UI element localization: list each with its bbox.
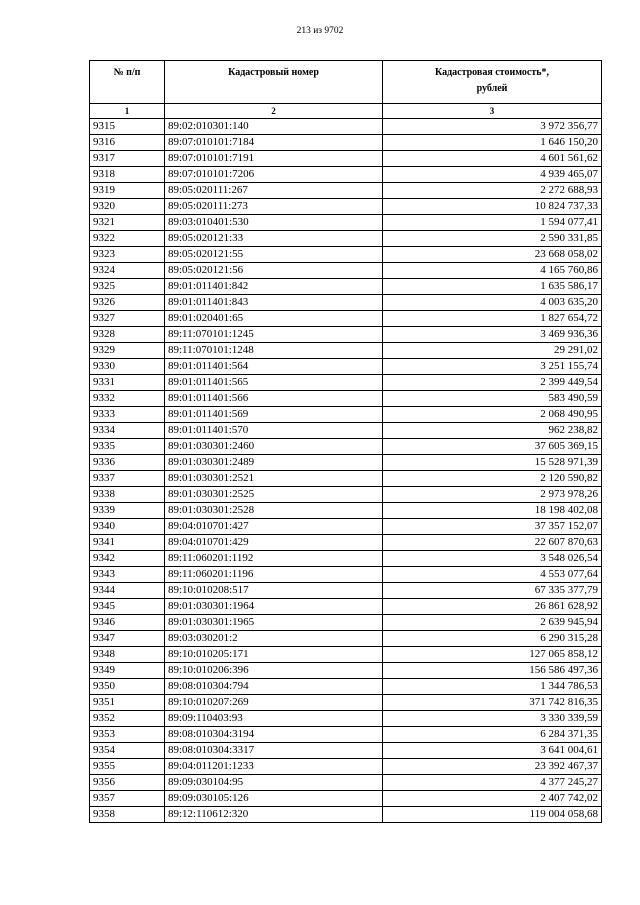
row-number: 9330: [90, 359, 165, 375]
table-row: [90, 647, 602, 663]
table-row: [90, 279, 602, 295]
table-row: [90, 263, 602, 279]
cadastral-cost: 6 290 315,28: [383, 631, 602, 647]
table-row: [90, 183, 602, 199]
cadastral-number: 89:01:011401:842: [165, 279, 383, 295]
column-number-3: 3: [383, 104, 602, 119]
table-row: [90, 391, 602, 407]
cadastral-cost: 4 601 561,62: [383, 151, 602, 167]
table-row: [90, 631, 602, 647]
row-number: 9347: [90, 631, 165, 647]
table-row: [90, 247, 602, 263]
table-row: [90, 711, 602, 727]
cadastral-number: 89:09:030105:126: [165, 791, 383, 807]
cadastral-number: 89:01:011401:843: [165, 295, 383, 311]
row-number: 9336: [90, 455, 165, 471]
row-number: 9317: [90, 151, 165, 167]
row-number: 9321: [90, 215, 165, 231]
cadastral-cost: 2 272 688,93: [383, 183, 602, 199]
header-cadastral-cost: [383, 61, 602, 104]
cadastral-cost: 3 330 339,59: [383, 711, 602, 727]
table-row: [90, 727, 602, 743]
table-row: [90, 167, 602, 183]
row-number: 9332: [90, 391, 165, 407]
cadastral-cost: 371 742 816,35: [383, 695, 602, 711]
cadastral-cost: 18 198 402,08: [383, 503, 602, 519]
table-row: [90, 791, 602, 807]
cadastral-number: 89:01:011401:564: [165, 359, 383, 375]
cadastral-cost: 2 068 490,95: [383, 407, 602, 423]
table-row: [90, 215, 602, 231]
table-row: [90, 743, 602, 759]
cadastral-number: 89:08:010304:3194: [165, 727, 383, 743]
cadastral-number: 89:02:010301:140: [165, 119, 383, 135]
cadastral-cost: 2 399 449,54: [383, 375, 602, 391]
cadastral-number: 89:01:030301:1965: [165, 615, 383, 631]
row-number: 9340: [90, 519, 165, 535]
header-cost-line2: рублей: [476, 83, 508, 94]
row-number: 9353: [90, 727, 165, 743]
table-row: [90, 503, 602, 519]
table-row: [90, 599, 602, 615]
cadastral-number: 89:12:110612:320: [165, 807, 383, 823]
cadastral-number: 89:01:011401:566: [165, 391, 383, 407]
cadastral-number: 89:10:010207:269: [165, 695, 383, 711]
row-number: 9324: [90, 263, 165, 279]
cadastral-cost: 67 335 377,79: [383, 583, 602, 599]
cadastral-cost: 1 646 150,20: [383, 135, 602, 151]
cadastral-number: 89:01:030301:2521: [165, 471, 383, 487]
table-header-row: [90, 61, 602, 104]
table-row: [90, 775, 602, 791]
cadastral-cost: 23 392 467,37: [383, 759, 602, 775]
row-number: 9337: [90, 471, 165, 487]
table-row: [90, 455, 602, 471]
table-row: [90, 407, 602, 423]
cadastral-cost: 10 824 737,33: [383, 199, 602, 215]
row-number: 9339: [90, 503, 165, 519]
row-number: 9323: [90, 247, 165, 263]
table-row: [90, 199, 602, 215]
table-row: [90, 519, 602, 535]
table-row: [90, 375, 602, 391]
row-number: 9342: [90, 551, 165, 567]
cadastral-cost: 15 528 971,39: [383, 455, 602, 471]
table-row: [90, 151, 602, 167]
cadastral-cost: 1 594 077,41: [383, 215, 602, 231]
row-number: 9358: [90, 807, 165, 823]
cadastral-cost: 3 548 026,54: [383, 551, 602, 567]
cadastral-number: 89:10:010206:396: [165, 663, 383, 679]
table-row: [90, 807, 602, 823]
cadastral-number: 89:09:030104:95: [165, 775, 383, 791]
cadastral-number: 89:05:020111:273: [165, 199, 383, 215]
row-number: 9316: [90, 135, 165, 151]
cadastral-cost: 119 004 058,68: [383, 807, 602, 823]
cadastral-cost: 6 284 371,35: [383, 727, 602, 743]
row-number: 9341: [90, 535, 165, 551]
page-counter: 213 из 9702: [296, 26, 344, 36]
cadastral-cost: 37 605 369,15: [383, 439, 602, 455]
row-number: 9328: [90, 327, 165, 343]
table-body: [90, 119, 602, 823]
cadastral-cost: 23 668 058,02: [383, 247, 602, 263]
cadastral-number: 89:07:010101:7184: [165, 135, 383, 151]
cadastral-number: 89:04:010701:427: [165, 519, 383, 535]
cadastral-cost: 4 553 077,64: [383, 567, 602, 583]
cadastral-cost: 3 641 004,61: [383, 743, 602, 759]
row-number: 9320: [90, 199, 165, 215]
row-number: 9343: [90, 567, 165, 583]
cadastral-cost: 1 827 654,72: [383, 311, 602, 327]
row-number: 9345: [90, 599, 165, 615]
row-number: 9356: [90, 775, 165, 791]
row-number: 9349: [90, 663, 165, 679]
column-number-1: 1: [90, 104, 165, 119]
cadastral-number: 89:08:010304:794: [165, 679, 383, 695]
cadastral-cost: 1 344 786,53: [383, 679, 602, 695]
row-number: 9331: [90, 375, 165, 391]
cadastral-cost: 2 639 945,94: [383, 615, 602, 631]
table-row: [90, 231, 602, 247]
cadastral-cost: 583 490,59: [383, 391, 602, 407]
row-number: 9357: [90, 791, 165, 807]
cadastral-number: 89:01:030301:2489: [165, 455, 383, 471]
table-row: [90, 295, 602, 311]
cadastral-cost: 3 972 356,77: [383, 119, 602, 135]
table-row: [90, 695, 602, 711]
row-number: 9318: [90, 167, 165, 183]
column-number-row: [90, 104, 602, 119]
table-row: [90, 311, 602, 327]
row-number: 9322: [90, 231, 165, 247]
cadastral-number: 89:01:030301:2460: [165, 439, 383, 455]
cadastral-number: 89:01:011401:570: [165, 423, 383, 439]
cadastral-number: 89:04:011201:1233: [165, 759, 383, 775]
row-number: 9333: [90, 407, 165, 423]
table-row: [90, 535, 602, 551]
table-row: [90, 359, 602, 375]
cadastral-cost: 4 939 465,07: [383, 167, 602, 183]
table-row: [90, 327, 602, 343]
cadastral-cost: 962 238,82: [383, 423, 602, 439]
row-number: 9315: [90, 119, 165, 135]
cadastral-number: 89:01:030301:2525: [165, 487, 383, 503]
cadastral-number: 89:05:020111:267: [165, 183, 383, 199]
table-row: [90, 439, 602, 455]
table-row: [90, 343, 602, 359]
header-num: № п/п: [90, 61, 165, 104]
row-number: 9326: [90, 295, 165, 311]
cadastral-number: 89:07:010101:7206: [165, 167, 383, 183]
cadastral-cost: 156 586 497,36: [383, 663, 602, 679]
row-number: 9338: [90, 487, 165, 503]
cadastral-number: 89:11:060201:1196: [165, 567, 383, 583]
table-row: [90, 119, 602, 135]
cadastral-number: 89:01:030301:1964: [165, 599, 383, 615]
cadastral-number: 89:07:010101:7191: [165, 151, 383, 167]
cadastral-cost: 2 973 978,26: [383, 487, 602, 503]
row-number: 9329: [90, 343, 165, 359]
cadastral-number: 89:01:030301:2528: [165, 503, 383, 519]
row-number: 9348: [90, 647, 165, 663]
cadastral-number: 89:11:060201:1192: [165, 551, 383, 567]
row-number: 9351: [90, 695, 165, 711]
cadastral-number: 89:01:011401:565: [165, 375, 383, 391]
cadastral-number: 89:01:011401:569: [165, 407, 383, 423]
cadastral-cost: 2 407 742,02: [383, 791, 602, 807]
header-cadastral-number: Кадастровый номер: [165, 61, 383, 104]
table-row: [90, 583, 602, 599]
cadastral-number: 89:01:020401:65: [165, 311, 383, 327]
table-row: [90, 471, 602, 487]
cadastral-number: 89:09:110403:93: [165, 711, 383, 727]
cadastral-number: 89:10:010205:171: [165, 647, 383, 663]
row-number: 9352: [90, 711, 165, 727]
row-number: 9327: [90, 311, 165, 327]
row-number: 9335: [90, 439, 165, 455]
cadastral-number: 89:05:020121:55: [165, 247, 383, 263]
cadastral-number: 89:05:020121:33: [165, 231, 383, 247]
row-number: 9354: [90, 743, 165, 759]
cadastral-number: 89:04:010701:429: [165, 535, 383, 551]
cadastral-cost: 4 165 760,86: [383, 263, 602, 279]
column-number-2: 2: [165, 104, 383, 119]
cadastral-cost-table: [89, 60, 602, 823]
row-number: 9344: [90, 583, 165, 599]
table-row: [90, 759, 602, 775]
row-number: 9355: [90, 759, 165, 775]
cadastral-number: 89:03:030201:2: [165, 631, 383, 647]
row-number: 9346: [90, 615, 165, 631]
cadastral-cost: 4 003 635,20: [383, 295, 602, 311]
table-row: [90, 615, 602, 631]
cadastral-cost: 26 861 628,92: [383, 599, 602, 615]
row-number: 9350: [90, 679, 165, 695]
table-row: [90, 551, 602, 567]
table-row: [90, 423, 602, 439]
cadastral-number: 89:11:070101:1248: [165, 343, 383, 359]
table-row: [90, 679, 602, 695]
cadastral-number: 89:10:010208:517: [165, 583, 383, 599]
cadastral-number: 89:11:070101:1245: [165, 327, 383, 343]
cadastral-cost: 37 357 152,07: [383, 519, 602, 535]
cadastral-number: 89:08:010304:3317: [165, 743, 383, 759]
cadastral-cost: 127 065 858,12: [383, 647, 602, 663]
cadastral-number: 89:05:020121:56: [165, 263, 383, 279]
cadastral-cost: 3 251 155,74: [383, 359, 602, 375]
row-number: 9334: [90, 423, 165, 439]
table-row: [90, 487, 602, 503]
table-row: [90, 135, 602, 151]
cadastral-cost: 22 607 870,63: [383, 535, 602, 551]
cadastral-cost: 29 291,02: [383, 343, 602, 359]
cadastral-cost: 3 469 936,36: [383, 327, 602, 343]
table-row: [90, 567, 602, 583]
cadastral-cost: 1 635 586,17: [383, 279, 602, 295]
row-number: 9325: [90, 279, 165, 295]
cadastral-cost: 2 590 331,85: [383, 231, 602, 247]
cadastral-cost: 2 120 590,82: [383, 471, 602, 487]
row-number: 9319: [90, 183, 165, 199]
cadastral-number: 89:03:010401:530: [165, 215, 383, 231]
cadastral-cost: 4 377 245,27: [383, 775, 602, 791]
header-cost-line1: Кадастровая стоимость*,: [434, 67, 550, 78]
table-row: [90, 663, 602, 679]
